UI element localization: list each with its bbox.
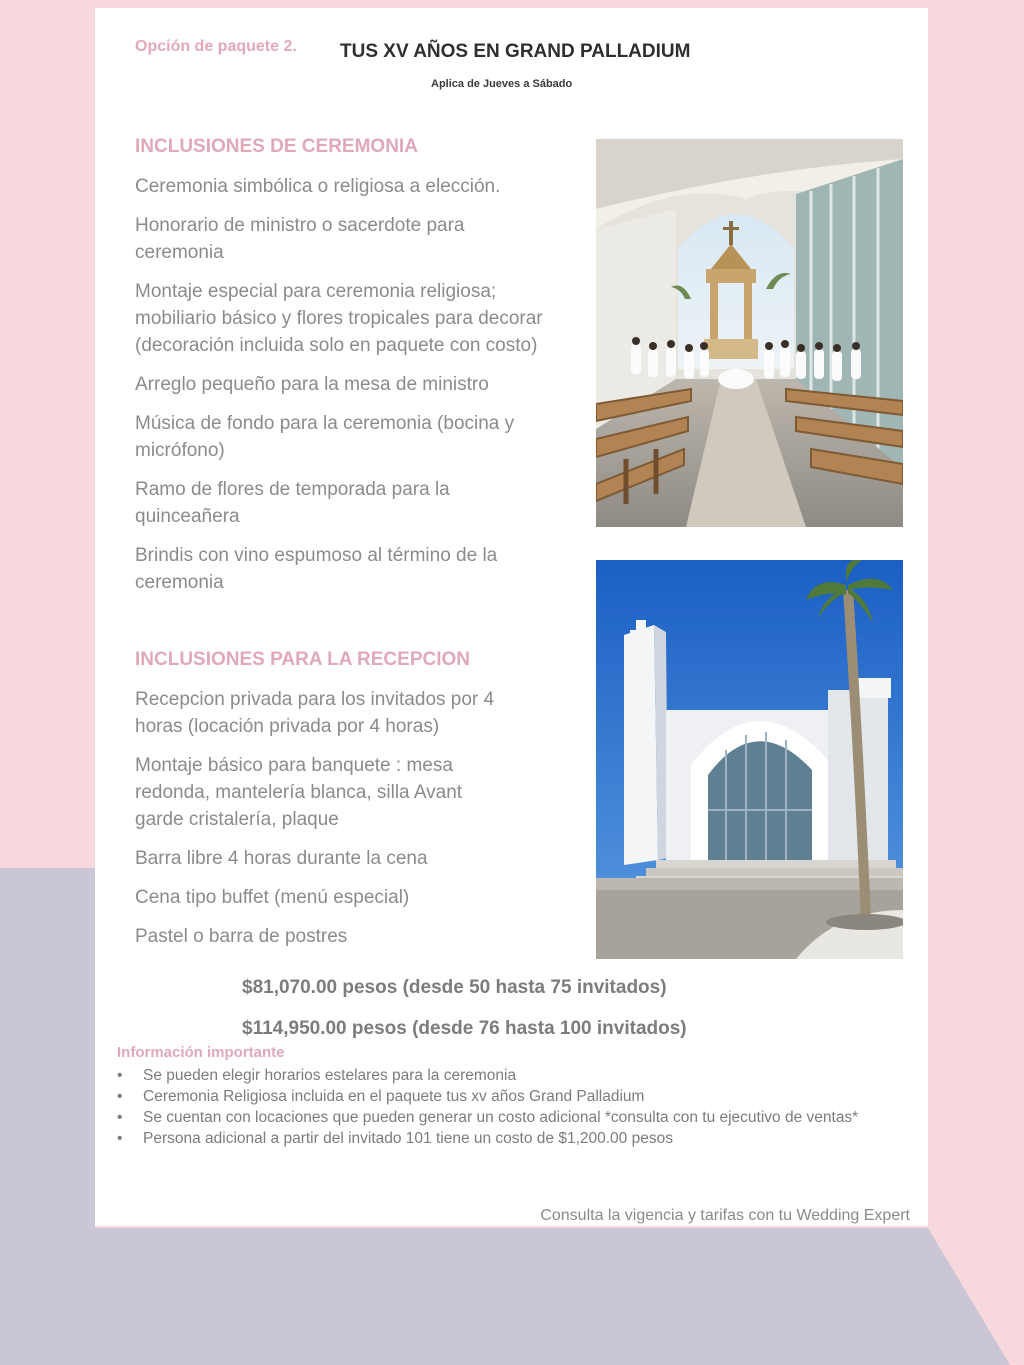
list-item: Brindis con vino espumoso al término de la ceremonia [135,545,498,593]
list-item: Montaje especial para ceremonia religiosa; mobiliario básico y flores tropicales para decorar (decoración incluida solo en paquete con costo) [135,281,543,356]
reception-heading: INCLUSIONES PARA LA RECEPCION [135,649,470,670]
chapel-interior-image [596,139,903,527]
footer-note: Consulta la vigencia y tarifas con tu Wedding Expert [540,1207,910,1224]
document-page [95,8,928,1226]
ceremony-heading: INCLUSIONES DE CEREMONIA [135,136,418,157]
list-item: Ceremonia simbólica o religiosa a elección. [135,176,501,197]
list-item: • Se cuentan con locaciones que pueden generar un costo adicional *consulta con tu ejecutivo de ventas* [117,1107,907,1128]
list-item: Montaje básico para banquete : mesa redonda, mantelería blanca, silla Avant garde cristalería, plaque [135,755,463,830]
list-item: • Se pueden elegir horarios estelares para la ceremonia [117,1065,907,1086]
ceremony-list [135,173,555,608]
list-item: • Persona adicional a partir del invitado 101 tiene un costo de $1,200.00 pesos [117,1128,907,1149]
chapel-exterior-photo [596,560,903,959]
page-subtitle: Aplica de Jueves a Sábado [431,78,573,90]
reception-list [135,686,555,962]
info-list [117,1065,907,1149]
list-item: Cena tipo buffet (menú especial) [135,887,410,908]
price-line-2: $114,950.00 pesos (desde 76 hasta 100 invitados) [242,1018,687,1039]
list-item: Arreglo pequeño para la mesa de ministro [135,374,489,395]
list-item: Música de fondo para la ceremonia (bocina y micrófono) [135,413,515,461]
list-item: Pastel o barra de postres [135,926,348,947]
chapel-interior-photo [596,139,903,527]
list-item: Ramo de flores de temporada para la quinceañera [135,479,450,527]
list-item: • Ceremonia Religiosa incluida en el paquete tus xv años Grand Palladium [117,1086,907,1107]
price-line-1: $81,070.00 pesos (desde 50 hasta 75 invitados) [242,977,667,998]
package-option-label: Opción de paquete 2. [135,38,297,55]
info-title: Información importante [117,1044,285,1061]
list-item: Barra libre 4 horas durante la cena [135,848,428,869]
list-item: Honorario de ministro o sacerdote para ceremonia [135,215,465,263]
page-title: TUS XV AÑOS EN GRAND PALLADIUM [340,41,691,62]
chapel-exterior-image [596,560,903,959]
list-item: Recepcion privada para los invitados por 4 horas (locación privada por 4 horas) [135,689,495,737]
